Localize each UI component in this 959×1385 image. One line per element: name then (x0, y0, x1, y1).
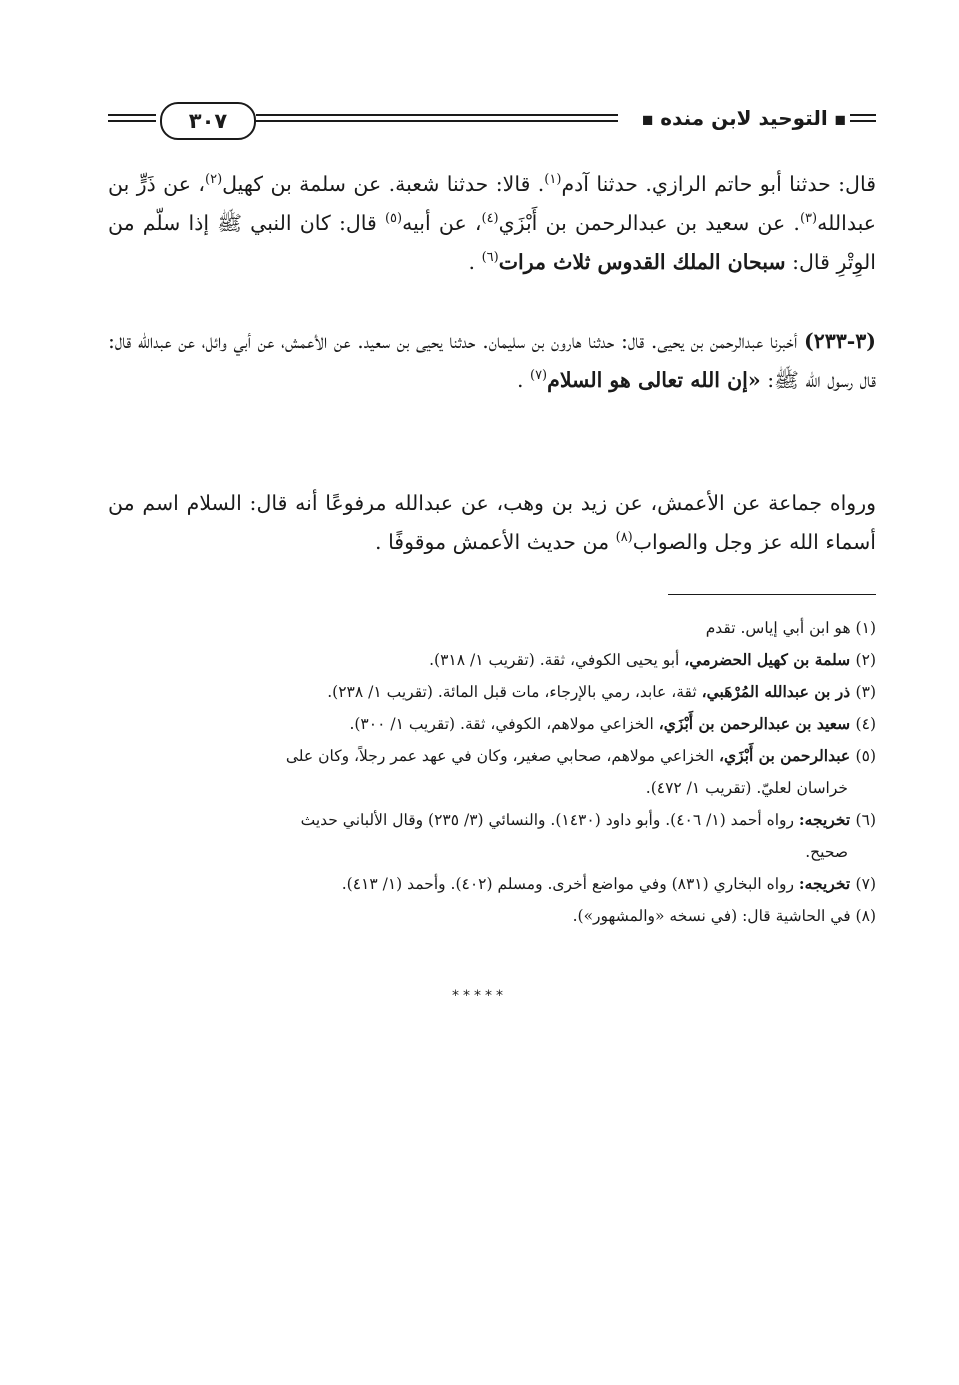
hadith-text: سبحان الملك القدوس ثلاث مرات (498, 250, 786, 274)
footnote-3 (108, 676, 876, 708)
header-rule-right (850, 120, 876, 122)
text-run: من حديث الأعمش موقوفًا . (375, 530, 616, 554)
footnote-number: (٤) (855, 715, 876, 733)
header-rule-middle (256, 120, 618, 122)
footnote-6 (108, 804, 876, 868)
footnote-ref-4[interactable]: (٤) (481, 211, 499, 227)
text-run: . عن سعيد بن عبدالرحمن بن أَبْزَي (498, 211, 800, 235)
header-marker: ■ (834, 112, 846, 127)
footnote-text: رواه أحمد (١/ ٤٠٦). وأبو داود (١٤٣٠). والنسائي (٣/ ٢٣٥) وقال الألباني حديث (300, 811, 799, 829)
footnote-number: (٨) (855, 907, 876, 925)
text-run: . قالا: حدثنا شعبة. عن سلمة بن كهيل (222, 172, 545, 196)
page-number: ٣٠٧ (160, 102, 256, 140)
paragraph-2 (108, 322, 876, 400)
footnotes (108, 612, 876, 932)
footnote-number: (٦) (855, 811, 876, 829)
text-run: ، عن أبيه (402, 211, 482, 235)
page-header (108, 100, 876, 144)
footnote-continuation: خراسان لعليّ. (تقريب ١/ ٤٧٢). (645, 779, 848, 797)
footnote-8 (108, 900, 876, 932)
header-rule-right (850, 114, 876, 116)
running-title (642, 106, 846, 130)
footnote-1 (108, 612, 876, 644)
text-run: أخبرنا عبدالرحمن بن يحيى. قال: حدثنا هارون بن سليمان. حدثنا يحيى بن سعيد. عن الأعمش، عن أبي وائل، عن عبدالله قال: قال رسول الله ﷺ: (108, 329, 876, 392)
footnote-bold: تخريجه: (798, 810, 856, 829)
header-rule-middle (256, 114, 618, 116)
hadith-number: (٣-٢٣٣) (804, 329, 876, 353)
paragraph-3 (108, 484, 876, 562)
text-run: . (468, 250, 482, 274)
footnote-ref-2[interactable]: (٢) (205, 172, 223, 188)
footnote-bold: عبدالرحمن بن أَبْزَي، (718, 746, 856, 765)
footnote-bold: تخريجه: (798, 874, 856, 893)
footnote-ref-1[interactable]: (١) (544, 172, 562, 188)
footnote-ref-8[interactable]: (٨) (615, 530, 633, 546)
hadith-text: «إن الله تعالى هو السلام (547, 368, 761, 392)
footnote-number: (٢) (855, 651, 876, 669)
footnote-ref-6[interactable]: (٦) (481, 250, 499, 266)
footnote-text: أبو يحيى الكوفي، ثقة. (تقريب ١/ ٣١٨). (429, 651, 685, 669)
footnote-text: في الحاشية قال: (في نسخه «والمشهور»). (572, 907, 856, 925)
header-rule-left (108, 120, 156, 122)
footnote-bold: ذر بن عبدالله المُرْهَبي، (701, 682, 856, 701)
text-run: ، عن ذَرٍّ بن عبدالله (108, 172, 876, 235)
footnote-ref-5[interactable]: (٥) (384, 211, 403, 227)
footnote-text: هو ابن أبي إياس. تقدم (705, 619, 856, 637)
footnote-number: (٥) (855, 747, 876, 765)
header-marker: ■ (641, 112, 654, 127)
footnote-number: (١) (855, 619, 876, 637)
footnote-continuation: صحيح. (805, 843, 848, 861)
footnote-ref-3[interactable]: (٣) (799, 211, 818, 227)
footnote-text: رواه البخاري (٨٣١) وفي مواضع أخرى. ومسلم (٤٠٢). وأحمد (١/ ٤١٣). (341, 875, 799, 893)
footnote-separator (668, 594, 876, 595)
text-run: قال: كان النبي ﷺ إذا سلّم من الوِتْرِ قال: (108, 211, 876, 274)
footnote-number: (٣) (855, 683, 876, 701)
footnote-bold: سلمة بن كهيل الحضرمي، (684, 650, 856, 669)
end-stars: ***** (452, 988, 507, 1004)
footnote-ref-7[interactable]: (٧) (529, 368, 548, 384)
footnote-text: الخزاعي مولاهم، الكوفي، ثقة. (تقريب ١/ ٣٠٠). (349, 715, 659, 733)
header-rule-left (108, 114, 156, 116)
paragraph-1 (108, 165, 876, 282)
footnote-7 (108, 868, 876, 900)
footnote-2 (108, 644, 876, 676)
footnote-5 (108, 740, 876, 804)
text-run: ورواه جماعة عن الأعمش، عن زيد بن وهب، عن عبدالله مرفوعًا أنه قال: السلام اسم من أسماء الله عز وجل والصواب (108, 491, 876, 554)
footnote-number: (٧) (855, 875, 876, 893)
text-run: قال: حدثنا أبو حاتم الرازي. حدثنا آدم (561, 172, 877, 196)
book-title: التوحيد لابن منده (660, 106, 828, 130)
footnote-text: الخزاعي مولاهم، صحابي صغير، وكان في عهد عمر رجلاً، وكان على (285, 747, 719, 765)
text-run: . (516, 368, 530, 392)
footnote-4 (108, 708, 876, 740)
footnote-bold: سعيد بن عبدالرحمن بن أَبْزَي، (658, 714, 856, 733)
footnote-text: ثقة، عابد، رمي بالإرجاء، مات قبل المائة. (تقريب ١/ ٢٣٨). (327, 683, 702, 701)
